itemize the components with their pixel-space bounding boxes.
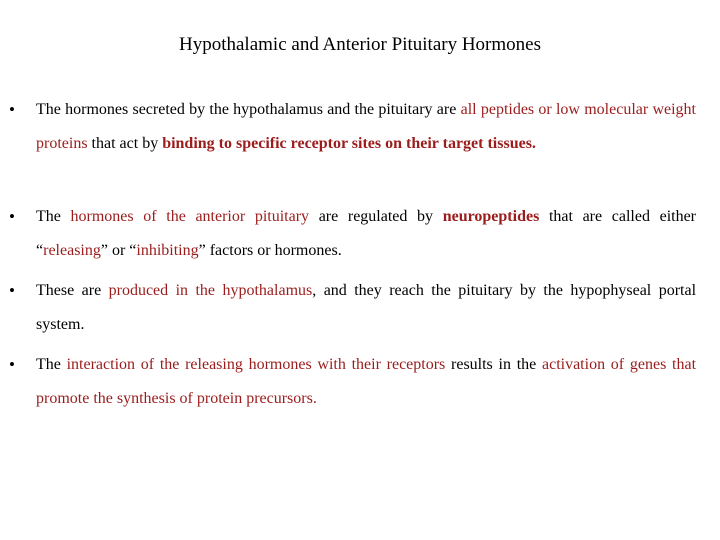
bullet-text [36,93,696,161]
bullet-segment-highlight-bold: binding to specific receptor sites on their target tissues. [162,135,536,152]
bullet-segment: The [36,356,67,373]
bullet-segment: ” or “ [100,242,137,259]
bullet-dot-icon: • [9,207,15,226]
bullet-segment-highlight-bold: neuropeptides [442,208,540,225]
bullet-text [36,348,696,416]
bullet-segment: that act by [87,135,163,152]
bullet-segment: These are [36,282,109,299]
bullet-dot-icon: • [9,355,15,374]
bullet-segment-highlight: hormones of the anterior pituitary [70,208,310,225]
bullet-text [36,200,696,268]
bullet-segment-highlight: activation of genes that promote the synthesis of protein precursors. [36,356,697,407]
bullet-segment: that are called either “ [36,208,697,259]
bullet-segment-highlight: produced in the hypothalamus [108,282,313,299]
bullet-dot-icon: • [9,281,15,300]
slide-title: Hypothalamic and Anterior Pituitary Hormones [179,34,541,55]
bullet-segment-highlight: all peptides or low molecular weight proteins [36,101,696,152]
bullet-segment: ” factors or hormones. [198,242,342,259]
bullet-segment: , and they reach the pituitary by the hypophyseal portal system. [36,282,697,333]
bullet-segment: The hormones secreted by the hypothalamus and the pituitary are [36,101,461,118]
bullet-dot-icon: • [9,100,15,119]
bullet-segment: The [36,208,71,225]
bullet-segment: results in the [445,356,542,373]
bullet-segment-highlight: inhibiting [136,242,199,259]
bullet-segment-highlight: releasing [43,242,101,259]
bullet-text [36,274,696,342]
bullet-segment: are regulated by [309,208,443,225]
bullet-segment-highlight: interaction of the releasing hormones with their receptors [66,356,446,373]
